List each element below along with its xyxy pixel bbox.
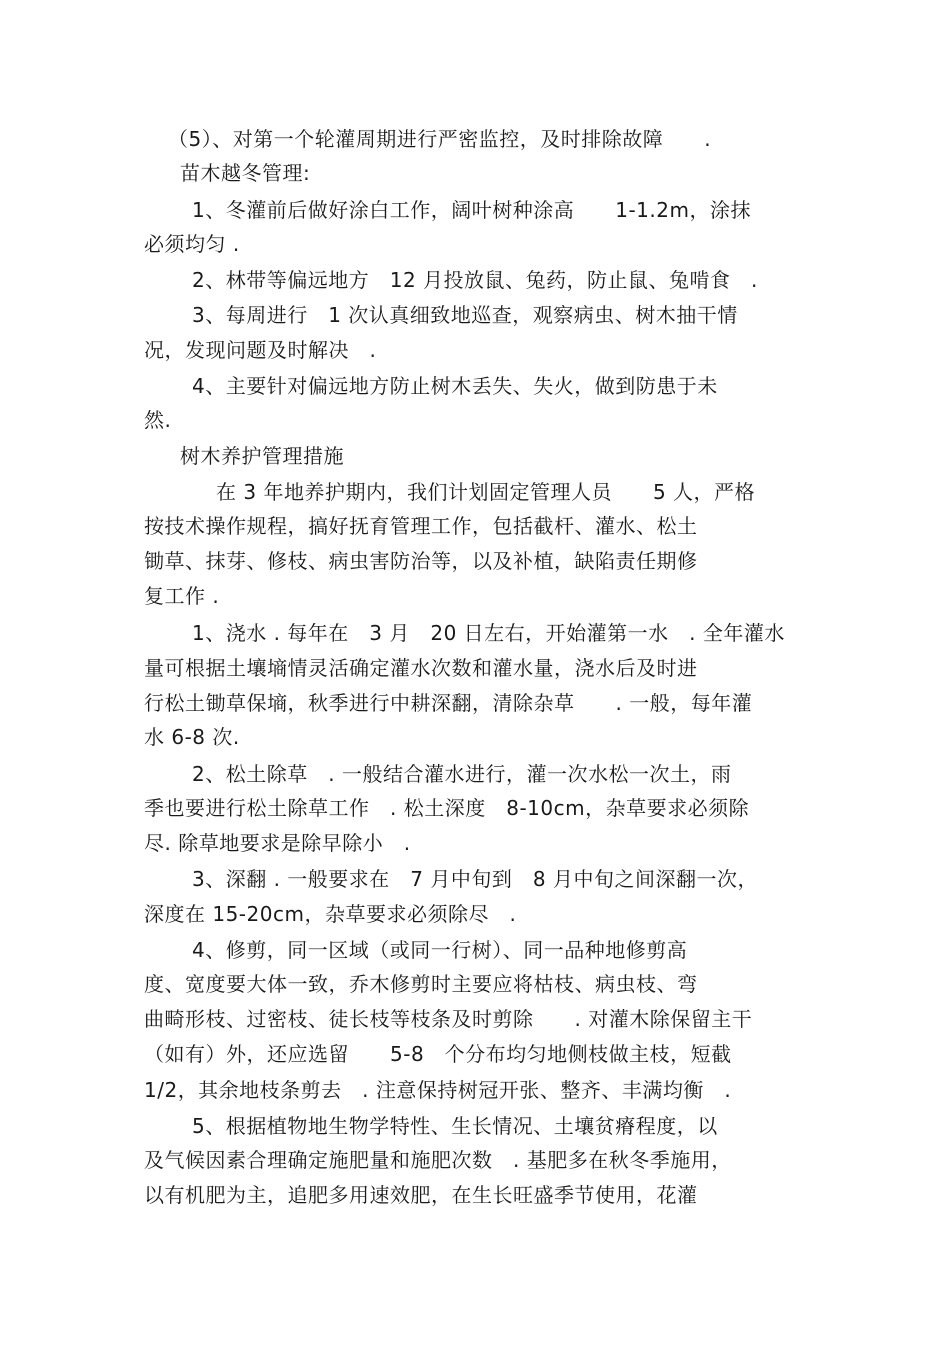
text-line: 4、修剪，同一区域（或同一行树）、同一品种地修剪高 <box>192 938 688 962</box>
text-line: 行松土锄草保墒，秋季进行中耕深翻，清除杂草 . 一般，每年灌 <box>144 691 753 715</box>
text-line: 度、宽度要大体一致，乔木修剪时主要应将枯枝、病虫枝、弯 <box>144 972 698 996</box>
text-line: 1/2，其余地枝条剪去 . 注意保持树冠开张、整齐、丰满均衡 . <box>144 1078 732 1102</box>
text-line: 深度在 15-20cm，杂草要求必须除尽 . <box>144 902 517 926</box>
section-heading: 树木养护管理措施 <box>180 444 344 468</box>
text-line: （5）、对第一个轮灌周期进行严密监控，及时排除故障 . <box>168 127 712 151</box>
text-line: 况，发现问题及时解决 . <box>144 338 377 362</box>
text-line: 尽. 除草地要求是除早除小 . <box>144 831 411 855</box>
text-line: 锄草、抹芽、修枝、病虫害防治等，以及补植，缺陷责任期修 <box>144 549 698 573</box>
text-line: 然. <box>144 408 172 432</box>
text-line: 复工作 . <box>144 584 220 608</box>
text-line: 及气候因素合理确定施肥量和施肥次数 . 基肥多在秋冬季施用， <box>144 1148 732 1172</box>
text-line: 2、林带等偏远地方 12 月投放鼠、兔药，防止鼠、兔啃食 . <box>192 268 758 292</box>
text-line: 4、主要针对偏远地方防止树木丢失、失火，做到防患于未 <box>192 374 718 398</box>
text-line: 量可根据土壤墒情灵活确定灌水次数和灌水量，浇水后及时进 <box>144 656 698 680</box>
text-line: 按技术操作规程，搞好抚育管理工作，包括截杆、灌水、松土 <box>144 514 698 538</box>
text-line: 季也要进行松土除草工作 . 松土深度 8-10cm，杂草要求必须除 <box>144 796 750 820</box>
text-line: 必须均匀 . <box>144 232 240 256</box>
text-line: 1、浇水 . 每年在 3 月 20 日左右，开始灌第一水 . 全年灌水 <box>192 621 785 645</box>
text-line: 水 6-8 次. <box>144 725 240 749</box>
text-line: 曲畸形枝、过密枝、徒长枝等枝条及时剪除 . 对灌木除保留主干 <box>144 1007 753 1031</box>
text-line: 1、冬灌前后做好涂白工作，阔叶树种涂高 1-1.2m，涂抹 <box>192 198 751 222</box>
section-heading: 苗木越冬管理: <box>180 161 311 185</box>
text-line: 2、松土除草 . 一般结合灌水进行，灌一次水松一次土，雨 <box>192 762 732 786</box>
text-line: 以有机肥为主，追肥多用速效肥，在生长旺盛季节使用，花灌 <box>144 1183 698 1207</box>
text-line: （如有）外，还应选留 5-8 个分布均匀地侧枝做主枝，短截 <box>144 1042 732 1066</box>
text-line: 3、深翻 . 一般要求在 7 月中旬到 8 月中旬之间深翻一次， <box>192 867 758 891</box>
text-line: 在 3 年地养护期内，我们计划固定管理人员 5 人，严格 <box>216 480 756 504</box>
text-line: 5、根据植物地生物学特性、生长情况、土壤贫瘠程度，以 <box>192 1114 718 1138</box>
text-line: 3、每周进行 1 次认真细致地巡查，观察病虫、树木抽干情 <box>192 303 738 327</box>
